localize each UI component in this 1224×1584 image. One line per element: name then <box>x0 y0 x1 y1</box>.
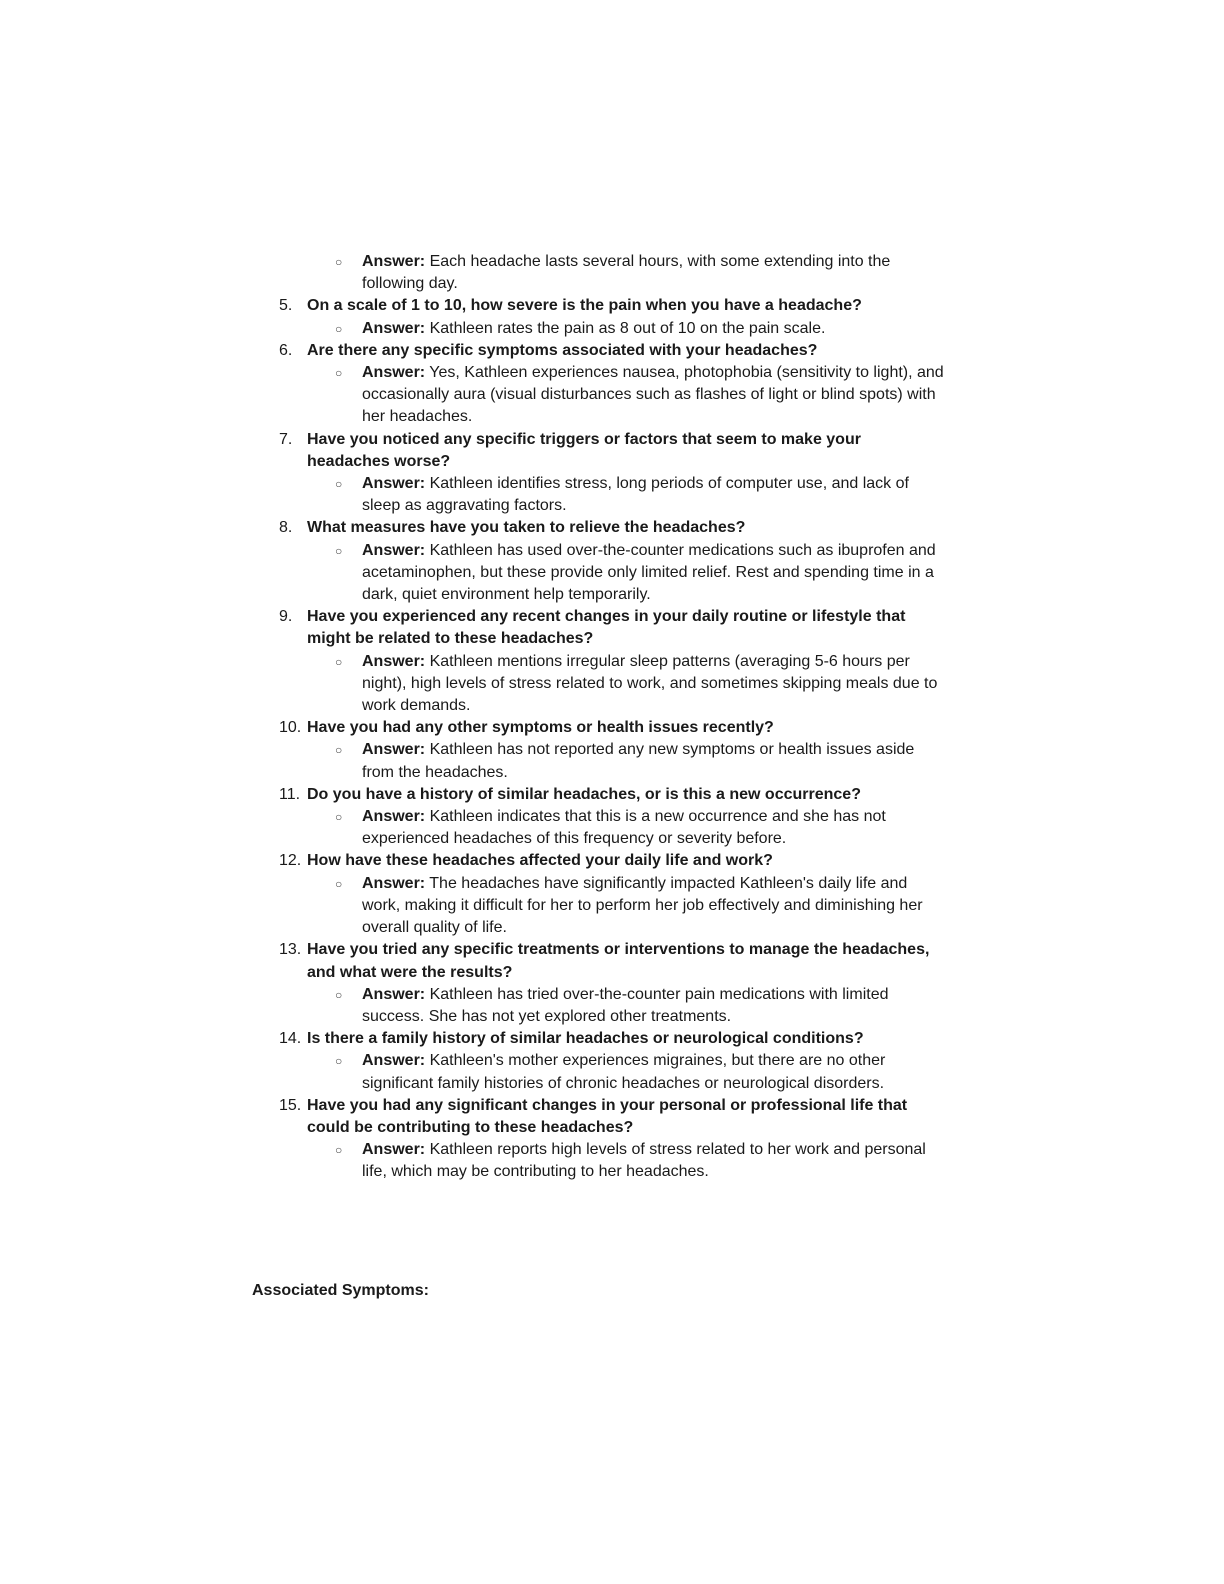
question-text: Have you had any other symptoms or health issues recently? <box>307 719 774 737</box>
question-number: 15. <box>279 1096 302 1114</box>
qa-item <box>0 939 1224 1028</box>
answer-row <box>0 651 944 718</box>
answer-text: Kathleen has not reported any new symptoms or health issues aside from the headaches. <box>362 741 915 781</box>
answer-label: Answer: <box>362 253 426 270</box>
qa-item <box>0 340 1224 429</box>
hollow-circle-bullet-icon: ○ <box>335 255 343 269</box>
question-row <box>0 517 947 539</box>
answer-label: Answer: <box>362 985 426 1003</box>
answer-text: Kathleen has tried over-the-counter pain medications with limited success. She has not yet explored other treatments. <box>362 985 889 1025</box>
answer-label: Answer: <box>362 1141 426 1159</box>
answer-label: Answer: <box>362 364 426 382</box>
answer-text: Kathleen reports high levels of stress related to her work and personal life, which may be contributing to her headaches. <box>362 1141 926 1181</box>
question-number: 11. <box>279 785 301 803</box>
answer-text: Yes, Kathleen experiences nausea, photophobia (sensitivity to light), and occasionally aura (visual disturbances such as flashes of light or blind spots) with her headaches. <box>362 364 944 426</box>
question-text: Is there a family history of similar headaches or neurological conditions? <box>307 1030 864 1048</box>
question-number: 10. <box>279 719 302 737</box>
question-number: 14. <box>279 1030 302 1048</box>
question-row <box>0 429 947 473</box>
question-text: Have you noticed any specific triggers or factors that seem to make your headaches worse? <box>307 430 861 470</box>
answer-label: Answer: <box>362 741 426 759</box>
question-row <box>0 784 947 806</box>
answer-row <box>0 739 944 783</box>
answer-row <box>0 362 944 429</box>
hollow-circle-bullet-icon: ○ <box>335 477 343 492</box>
question-text: On a scale of 1 to 10, how severe is the pain when you have a headache? <box>307 297 862 315</box>
qa-item <box>0 295 1224 339</box>
answer-row <box>0 1050 944 1094</box>
question-text: Are there any specific symptoms associated with your headaches? <box>307 341 818 359</box>
answer-label: Answer: <box>362 874 426 892</box>
answer-label: Answer: <box>362 541 426 559</box>
hollow-circle-bullet-icon: ○ <box>335 1054 343 1069</box>
answer-row <box>0 806 944 850</box>
hollow-circle-bullet-icon: ○ <box>335 321 343 336</box>
question-number: 9. <box>279 608 293 626</box>
answer-text: Kathleen has used over-the-counter medications such as ibuprofen and acetaminophen, but these provide only limited relief. Rest and spending time in a dark, quiet environment help temporarily. <box>362 541 936 604</box>
question-row <box>0 939 947 983</box>
qa-item <box>0 717 1224 784</box>
question-row <box>0 295 947 317</box>
question-row <box>0 606 947 650</box>
question-text: How have these headaches affected your daily life and work? <box>307 852 773 870</box>
answer-row <box>0 318 944 340</box>
hollow-circle-bullet-icon: ○ <box>335 743 343 758</box>
answer-row <box>0 873 944 940</box>
answer-label: Answer: <box>362 652 426 670</box>
question-number: 13. <box>279 941 302 959</box>
question-number: 8. <box>279 519 293 537</box>
hollow-circle-bullet-icon: ○ <box>335 543 343 558</box>
answer-label: Answer: <box>362 808 426 826</box>
answer-text: Kathleen rates the pain as 8 out of 10 on the pain scale. <box>429 319 826 337</box>
answer-row <box>0 473 944 517</box>
qa-item <box>0 850 1224 939</box>
answer-row <box>0 540 944 607</box>
question-row <box>0 850 947 872</box>
question-row <box>0 717 947 739</box>
question-text: Have you had any significant changes in your personal or professional life that could be contributing to these headaches? <box>307 1096 908 1136</box>
question-number: 7. <box>279 430 293 448</box>
qa-item <box>0 517 1224 606</box>
answer-label: Answer: <box>362 1052 426 1070</box>
qa-item <box>0 429 1224 518</box>
question-text: What measures have you taken to relieve the headaches? <box>307 519 746 537</box>
answer-text: The headaches have significantly impacted Kathleen's daily life and work, making it difficult for her to perform her job effectively and diminishing her overall quality of life. <box>362 874 923 937</box>
question-row <box>0 1095 947 1139</box>
qa-item <box>0 784 1224 851</box>
qa-item <box>0 1095 1224 1184</box>
answer-row <box>0 984 944 1028</box>
question-text: Have you tried any specific treatments or interventions to manage the headaches, and what were the results? <box>307 941 930 981</box>
qa-item <box>0 251 1224 295</box>
qa-item <box>0 606 1224 717</box>
answer-row <box>0 251 944 295</box>
answer-text: Each headache lasts several hours, with some extending into the following day. <box>362 253 891 293</box>
question-number: 6. <box>279 341 293 359</box>
answer-label: Answer: <box>362 475 426 493</box>
qa-item <box>0 1028 1224 1095</box>
answer-text: Kathleen mentions irregular sleep patterns (averaging 5-6 hours per night), high levels of stress related to work, and sometimes skipping meals due to work demands. <box>362 652 938 715</box>
question-row <box>0 1028 947 1050</box>
hollow-circle-bullet-icon: ○ <box>335 1143 343 1158</box>
question-number: 5. <box>279 297 293 315</box>
answer-text: Kathleen identifies stress, long periods of computer use, and lack of sleep as aggravating factors. <box>362 475 909 515</box>
question-text: Have you experienced any recent changes in your daily routine or lifestyle that might be related to these headaches? <box>307 608 906 648</box>
hollow-circle-bullet-icon: ○ <box>335 876 343 891</box>
hollow-circle-bullet-icon: ○ <box>335 810 343 825</box>
hollow-circle-bullet-icon: ○ <box>335 987 343 1002</box>
question-text: Do you have a history of similar headaches, or is this a new occurrence? <box>307 785 861 803</box>
question-row <box>0 340 947 362</box>
question-answer-list <box>0 251 1224 1184</box>
associated-symptoms-heading: Associated Symptoms: <box>252 1282 429 1299</box>
hollow-circle-bullet-icon: ○ <box>335 366 343 381</box>
question-number: 12. <box>279 852 302 870</box>
answer-row <box>0 1139 944 1183</box>
answer-text: Kathleen's mother experiences migraines, but there are no other significant family histories of chronic headaches or neurological disorders. <box>362 1052 886 1092</box>
hollow-circle-bullet-icon: ○ <box>335 654 343 669</box>
answer-label: Answer: <box>362 319 426 337</box>
answer-text: Kathleen indicates that this is a new occurrence and she has not experienced headaches of this frequency or severity before. <box>362 808 886 848</box>
